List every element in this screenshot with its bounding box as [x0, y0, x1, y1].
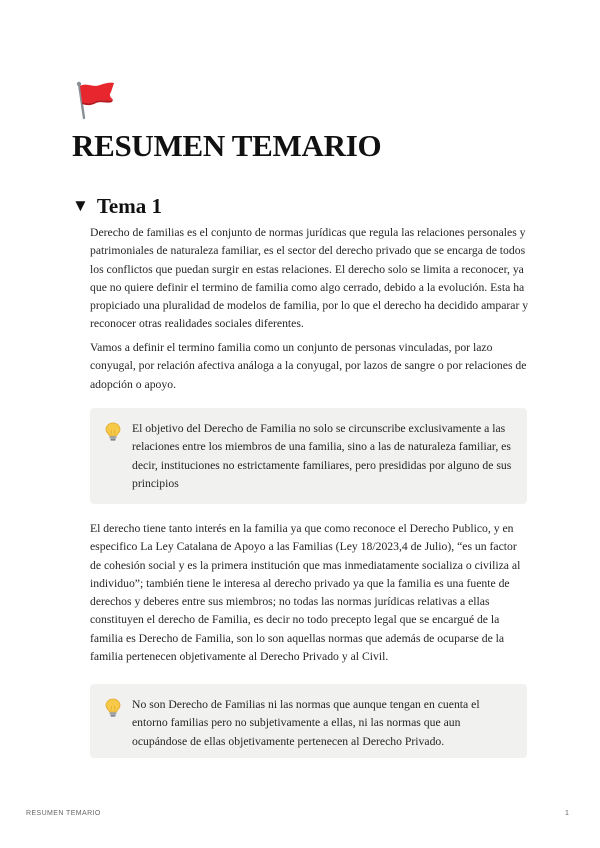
page-title: RESUMEN TEMARIO	[72, 128, 382, 163]
body-paragraph: El derecho tiene tanto interés en la familia ya que como reconoce el Derecho Publico, y en especifico La Ley Catalana de Apoyo a las Familias (Ley 18/2023,4 de Julio), “es un factor de cohesión social y es la primera institución que mas inmediatamente socializa o civiliza al individuo”; también tiene le interesa al derecho privado ya que la familia es una fuente de derechos y deberes entre sus miembros; no todas las normas jurídicas relativas a ellas constituyen el derecho de Familia, es decir no todo precepto legal que se encargué de la familia es Derecho de Familia, son lo son aquellas normas que además de ocuparse de la familia pertenecen objetivamente al Derecho Privado y al Civil.	[90, 522, 521, 664]
body-paragraph: Derecho de familias es el conjunto de normas jurídicas que regula las relaciones personales y patrimoniales de naturaleza familiar, es el sector del derecho privado que se encarga de todos los conflictos que puedan surgir en estas relaciones. El derecho solo se limita a reconocer, ya que no quiere definir el termino de familia como algo cerrado, debido a la evolución. Esta ha propiciado una pluralidad de modelos de familia, por lo que el derecho ha decidido amparar y reconocer otras realidades sociales diferentes.	[90, 226, 529, 331]
section-heading-text: Tema 1	[96, 194, 162, 218]
section-heading	[72, 194, 162, 219]
lightbulb-icon	[104, 422, 122, 442]
body-paragraph: Vamos a definir el termino familia como un conjunto de personas vinculadas, por lazo conyugal, por relación afectiva análoga a la conyugal, por lazos de sangre o por relaciones de adopción o apoyo.	[90, 341, 527, 391]
callout-text: El objetivo del Derecho de Familia no solo se circunscribe exclusivamente a las relaciones entre los miembros de una familia, sino a las de naturaleza familiar, es decir, instituciones no estrictamente familiares, pero presididas por alguno de sus principios	[132, 422, 512, 490]
footer-title: RESUMEN TEMARIO	[26, 810, 101, 817]
footer-page-number: 1	[565, 810, 569, 817]
red-flag-icon	[73, 80, 117, 120]
callout-box	[90, 408, 527, 504]
callout-text: No son Derecho de Familias ni las normas que aunque tengan en cuenta el entorno familias pero no subjetivamente a ellas, ni las normas que aun ocupándose de ellas objetivamente pertenecen al Derecho Privado.	[132, 698, 480, 748]
callout-box	[90, 684, 527, 758]
toggle-triangle-icon[interactable]: ▼	[72, 195, 89, 215]
lightbulb-icon	[104, 698, 122, 718]
